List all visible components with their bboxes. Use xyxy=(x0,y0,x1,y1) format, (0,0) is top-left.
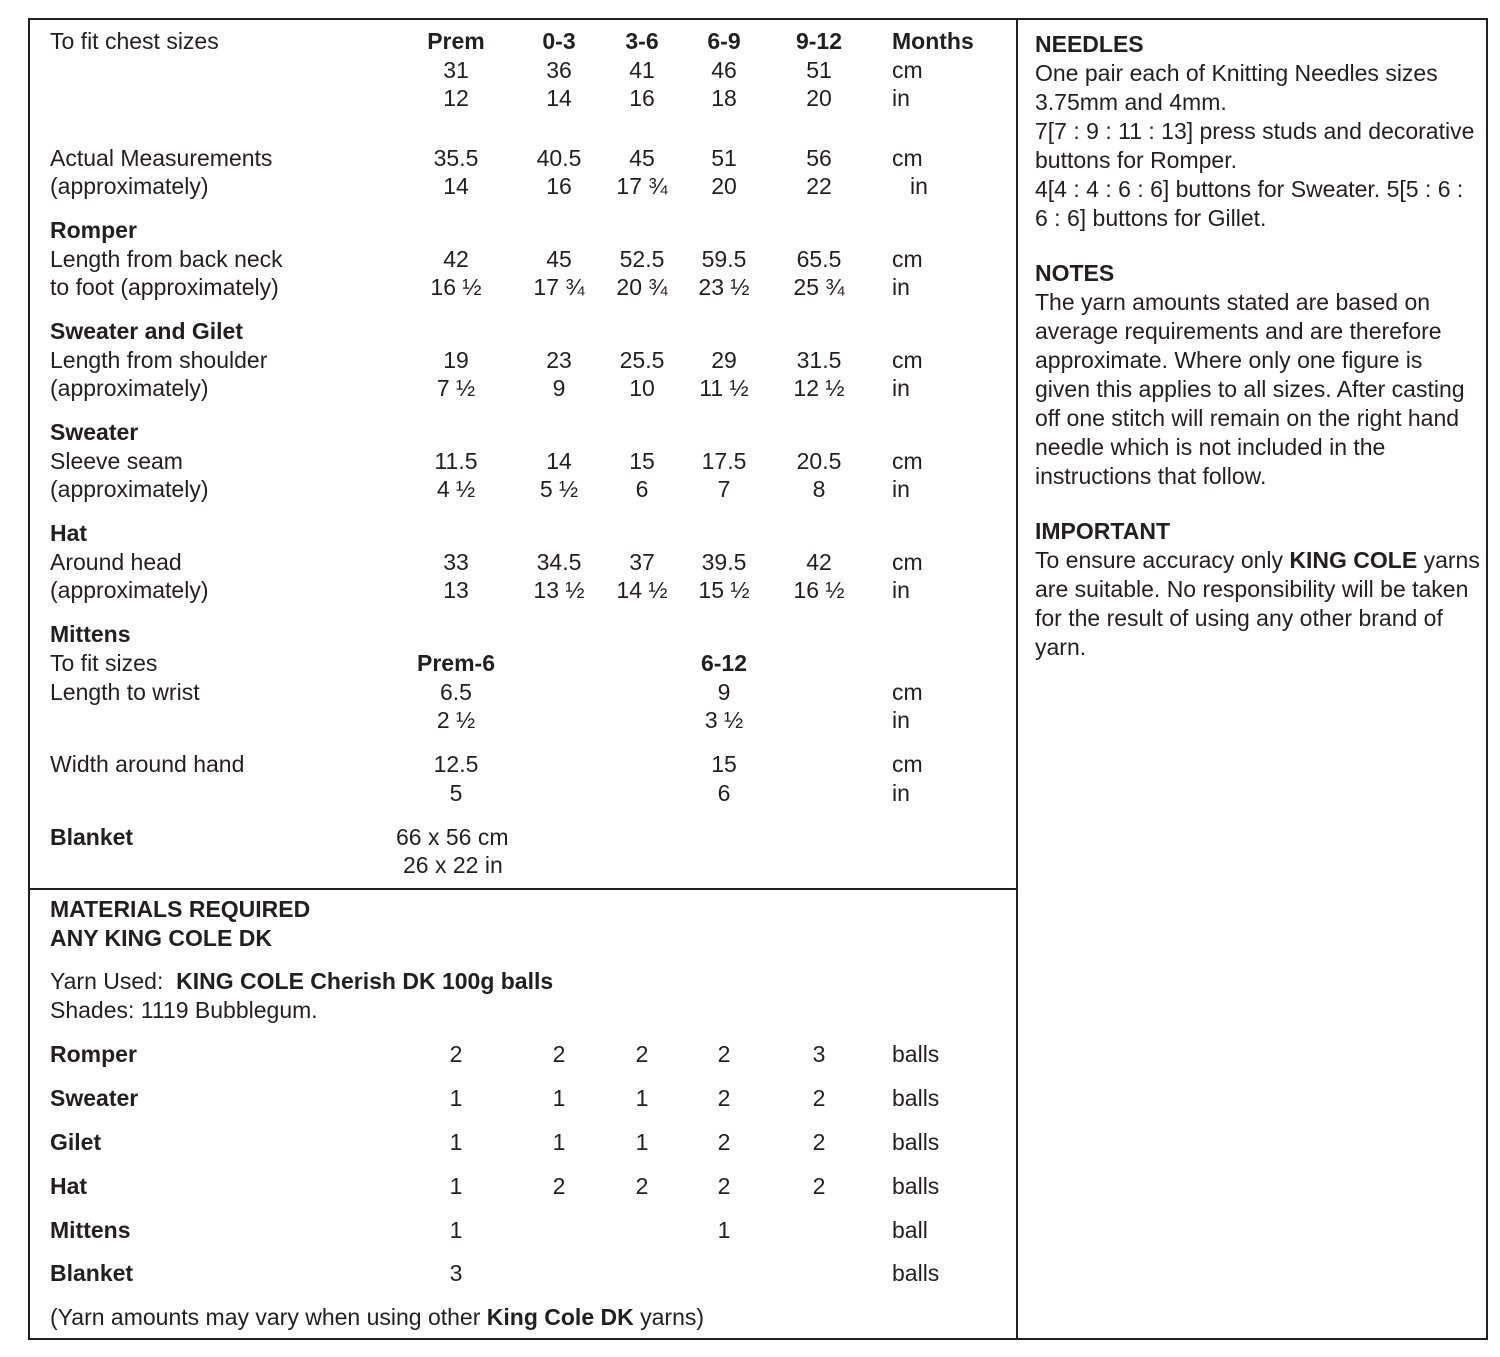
unit-cm: cm xyxy=(892,679,923,705)
unit-balls: balls xyxy=(892,1129,940,1155)
chest-cm-value: 46 xyxy=(711,57,737,83)
unit-cm: cm xyxy=(892,246,923,272)
actual-cm-value: 35.5 xyxy=(433,145,479,171)
mittens-width-in: 5 xyxy=(449,780,463,806)
sweater-gilet-cm-value: 23 xyxy=(546,347,572,373)
mittens-balls-value: 1 xyxy=(449,1217,463,1243)
sweater-gilet-cm-value: 19 xyxy=(443,347,469,373)
sweater-balls-value: 1 xyxy=(552,1085,566,1111)
mittens-sizes-label: To fit sizes xyxy=(50,650,158,676)
sweater-in-value: 8 xyxy=(812,476,826,502)
size-header-9-12: 9-12 xyxy=(795,28,843,54)
actual-in-value: 17 ¾ xyxy=(616,173,668,199)
sweater-cm-value: 20.5 xyxy=(796,448,842,474)
gilet-balls-value: 1 xyxy=(552,1129,566,1155)
romper-cm-value: 42 xyxy=(443,246,469,272)
sweater-cm-value: 11.5 xyxy=(434,448,478,474)
actual-cm-value: 51 xyxy=(711,145,737,171)
mittens-balls-value: 1 xyxy=(717,1217,731,1243)
sweater-gilet-cm-value: 25.5 xyxy=(619,347,665,373)
mittens-length-cm: 9 xyxy=(717,679,731,705)
yarn-note-pre: (Yarn amounts may vary when using other xyxy=(50,1304,487,1330)
buttons-text: 4[4 : 4 : 6 : 6] buttons for Sweater. 5[5 : 6 : 6 : 6] buttons for Gillet. xyxy=(1035,176,1464,231)
hat-label-2: (approximately) xyxy=(50,577,209,603)
romper-balls-value: 3 xyxy=(812,1041,826,1067)
hat-cm-value: 39.5 xyxy=(701,549,747,575)
hat-title: Hat xyxy=(50,520,88,546)
sweater-gilet-in-value: 7 ½ xyxy=(436,375,476,401)
notes-text: The yarn amounts stated are based on average requirements and are therefore approximate. Where only one figure is given this applies to all sizes. After casting off one stitch will remain on the right hand needle which is not included in the instructions that follow. xyxy=(1035,289,1465,489)
chest-sizes-label: To fit chest sizes xyxy=(50,28,219,54)
unit-cm: cm xyxy=(892,347,923,373)
sweater-gilet-cm-value: 29 xyxy=(711,347,737,373)
mittens-title: Mittens xyxy=(50,621,131,647)
sweater-in-value: 5 ½ xyxy=(539,476,579,502)
romper-cm-value: 65.5 xyxy=(796,246,842,272)
notes-title: NOTES xyxy=(1035,260,1115,286)
hat-cm-value: 37 xyxy=(629,549,655,575)
shades: Shades: 1119 Bubblegum. xyxy=(50,997,318,1023)
section-divider xyxy=(28,888,1017,890)
sweater-gilet-cm-value: 31.5 xyxy=(796,347,842,373)
unit-in: in xyxy=(892,780,910,806)
important-section xyxy=(1035,517,1480,662)
sweater-cm-value: 15 xyxy=(629,448,655,474)
sweater-in-value: 4 ½ xyxy=(436,476,476,502)
mittens-length-in: 2 ½ xyxy=(436,707,476,733)
gilet-balls-value: 1 xyxy=(449,1129,463,1155)
materials-title: MATERIALS REQUIRED xyxy=(50,896,311,922)
sweater-balls-value: 2 xyxy=(717,1085,731,1111)
months-header: Months xyxy=(892,28,974,54)
actual-in-value: 20 xyxy=(711,173,737,199)
actual-in-value: 14 xyxy=(443,173,469,199)
unit-in: in xyxy=(892,707,910,733)
romper-in-value: 16 ½ xyxy=(430,274,482,300)
chest-cm-value: 31 xyxy=(443,57,469,83)
yarn-note xyxy=(50,1303,704,1331)
hat-label: Around head xyxy=(50,549,182,575)
romper-label: Length from back neck xyxy=(50,246,283,272)
unit-in: in xyxy=(892,375,910,401)
sweater-gilet-label-2: (approximately) xyxy=(50,375,209,401)
unit-cm: cm xyxy=(892,57,923,83)
unit-in: in xyxy=(892,577,910,603)
actual-cm-value: 40.5 xyxy=(536,145,582,171)
romper-cm-value: 59.5 xyxy=(701,246,747,272)
unit-in: in xyxy=(892,476,910,502)
sweater-balls-label: Sweater xyxy=(50,1085,139,1111)
mittens-width-label: Width around hand xyxy=(50,751,245,777)
unit-balls: balls xyxy=(892,1041,940,1067)
hat-cm-value: 42 xyxy=(806,549,832,575)
sweater-balls-value: 2 xyxy=(812,1085,826,1111)
sweater-gilet-label: Length from shoulder xyxy=(50,347,268,373)
sweater-gilet-in-value: 10 xyxy=(629,375,655,401)
blanket-in-size: 26 x 22 in xyxy=(403,852,503,878)
sweater-balls-value: 1 xyxy=(635,1085,649,1111)
hat-balls-value: 1 xyxy=(449,1173,463,1199)
studs-text: 7[7 : 9 : 11 : 13] press studs and decorative buttons for Romper. xyxy=(1035,118,1475,173)
yarn-note-bold: King Cole DK xyxy=(486,1304,634,1330)
needles-section xyxy=(1035,30,1480,233)
yarn-used-value: KING COLE Cherish DK 100g balls xyxy=(176,968,554,994)
romper-in-value: 17 ¾ xyxy=(533,274,585,300)
sweater-title: Sweater xyxy=(50,419,139,445)
chest-in-value: 18 xyxy=(711,85,737,111)
hat-in-value: 13 xyxy=(443,577,469,603)
materials-subtitle: ANY KING COLE DK xyxy=(50,925,272,951)
sweater-gilet-in-value: 9 xyxy=(552,375,566,401)
sweater-in-value: 7 xyxy=(717,476,731,502)
needles-text: One pair each of Knitting Needles sizes 3.75mm and 4mm. xyxy=(1035,60,1438,115)
unit-balls: balls xyxy=(892,1260,940,1286)
mittens-width-in: 6 xyxy=(717,780,731,806)
chest-cm-value: 41 xyxy=(629,57,655,83)
size-header-prem: Prem xyxy=(427,28,485,54)
romper-in-value: 25 ¾ xyxy=(793,274,845,300)
mittens-balls-label: Mittens xyxy=(50,1217,131,1243)
sweater-gilet-in-value: 11 ½ xyxy=(699,375,749,401)
important-title: IMPORTANT xyxy=(1035,518,1171,544)
important-post: yarns are suitable. No responsibility will be taken for the result of using any other brand of yarn. xyxy=(1035,547,1480,660)
mittens-length-cm: 6.5 xyxy=(440,679,472,705)
hat-in-value: 16 ½ xyxy=(793,577,845,603)
romper-cm-value: 45 xyxy=(546,246,572,272)
size-header-6-9: 6-9 xyxy=(707,28,741,54)
blanket-balls-value: 3 xyxy=(449,1260,463,1286)
gilet-balls-value: 1 xyxy=(635,1129,649,1155)
sweater-cm-value: 14 xyxy=(546,448,572,474)
hat-balls-value: 2 xyxy=(635,1173,649,1199)
sweater-in-value: 6 xyxy=(635,476,649,502)
sweater-cm-value: 17.5 xyxy=(701,448,747,474)
unit-cm: cm xyxy=(892,448,923,474)
blanket-title: Blanket xyxy=(50,824,134,850)
unit-balls: balls xyxy=(892,1085,940,1111)
unit-cm: cm xyxy=(892,549,923,575)
notes-section xyxy=(1035,259,1480,491)
sweater-balls-value: 1 xyxy=(449,1085,463,1111)
hat-in-value: 15 ½ xyxy=(698,577,750,603)
romper-in-value: 20 ¾ xyxy=(616,274,668,300)
actual-in-value: 16 xyxy=(546,173,572,199)
gilet-balls-value: 2 xyxy=(717,1129,731,1155)
actual-in-value: 22 xyxy=(806,173,832,199)
unit-balls: balls xyxy=(892,1173,940,1199)
hat-balls-value: 2 xyxy=(552,1173,566,1199)
romper-cm-value: 52.5 xyxy=(619,246,665,272)
mittens-size-header: 6-12 xyxy=(700,650,748,676)
sweater-label-2: (approximately) xyxy=(50,476,209,502)
unit-in: in xyxy=(892,85,910,111)
sweater-label: Sleeve seam xyxy=(50,448,183,474)
actual-cm-value: 45 xyxy=(629,145,655,171)
hat-cm-value: 34.5 xyxy=(536,549,582,575)
romper-balls-label: Romper xyxy=(50,1041,137,1067)
unit-in: in xyxy=(892,274,910,300)
unit-cm: cm xyxy=(892,751,923,777)
yarn-used xyxy=(50,967,553,995)
blanket-cm-size: 66 x 56 cm xyxy=(396,824,509,850)
hat-in-value: 13 ½ xyxy=(533,577,585,603)
hat-cm-value: 33 xyxy=(443,549,469,575)
romper-balls-value: 2 xyxy=(635,1041,649,1067)
mittens-size-header: Prem-6 xyxy=(417,650,495,676)
mittens-length-in: 3 ½ xyxy=(704,707,744,733)
romper-balls-value: 2 xyxy=(552,1041,566,1067)
important-text xyxy=(1035,546,1480,662)
chest-in-value: 14 xyxy=(546,85,572,111)
important-pre: To ensure accuracy only xyxy=(1035,547,1290,573)
gilet-balls-label: Gilet xyxy=(50,1129,102,1155)
blanket-balls-label: Blanket xyxy=(50,1260,134,1286)
unit-in: in xyxy=(910,173,928,199)
romper-balls-value: 2 xyxy=(449,1041,463,1067)
hat-balls-value: 2 xyxy=(717,1173,731,1199)
size-header-0-3: 0-3 xyxy=(542,28,576,54)
sweater-gilet-title: Sweater and Gilet xyxy=(50,318,244,344)
romper-in-value: 23 ½ xyxy=(698,274,750,300)
mittens-width-cm: 12.5 xyxy=(433,751,479,777)
unit-ball: ball xyxy=(892,1217,928,1243)
chest-in-value: 16 xyxy=(629,85,655,111)
chest-in-value: 12 xyxy=(443,85,469,111)
mittens-length-label: Length to wrist xyxy=(50,679,200,705)
hat-in-value: 14 ½ xyxy=(616,577,668,603)
column-divider xyxy=(1016,18,1018,1340)
size-header-3-6: 3-6 xyxy=(625,28,659,54)
yarn-used-label: Yarn Used: xyxy=(50,968,164,994)
chest-cm-value: 51 xyxy=(806,57,832,83)
chest-cm-value: 36 xyxy=(546,57,572,83)
hat-balls-value: 2 xyxy=(812,1173,826,1199)
romper-balls-value: 2 xyxy=(717,1041,731,1067)
important-brand: KING COLE xyxy=(1289,547,1418,573)
needles-title: NEEDLES xyxy=(1035,31,1144,57)
romper-label-2: to foot (approximately) xyxy=(50,274,279,300)
sweater-gilet-in-value: 12 ½ xyxy=(793,375,845,401)
hat-balls-label: Hat xyxy=(50,1173,88,1199)
actual-label-approx: (approximately) xyxy=(50,173,209,199)
romper-title: Romper xyxy=(50,217,137,243)
gilet-balls-value: 2 xyxy=(812,1129,826,1155)
yarn-note-post: yarns) xyxy=(633,1304,705,1330)
unit-cm: cm xyxy=(892,145,923,171)
actual-label: Actual Measurements xyxy=(50,145,273,171)
mittens-width-cm: 15 xyxy=(711,751,737,777)
actual-cm-value: 56 xyxy=(806,145,832,171)
chest-in-value: 20 xyxy=(806,85,832,111)
